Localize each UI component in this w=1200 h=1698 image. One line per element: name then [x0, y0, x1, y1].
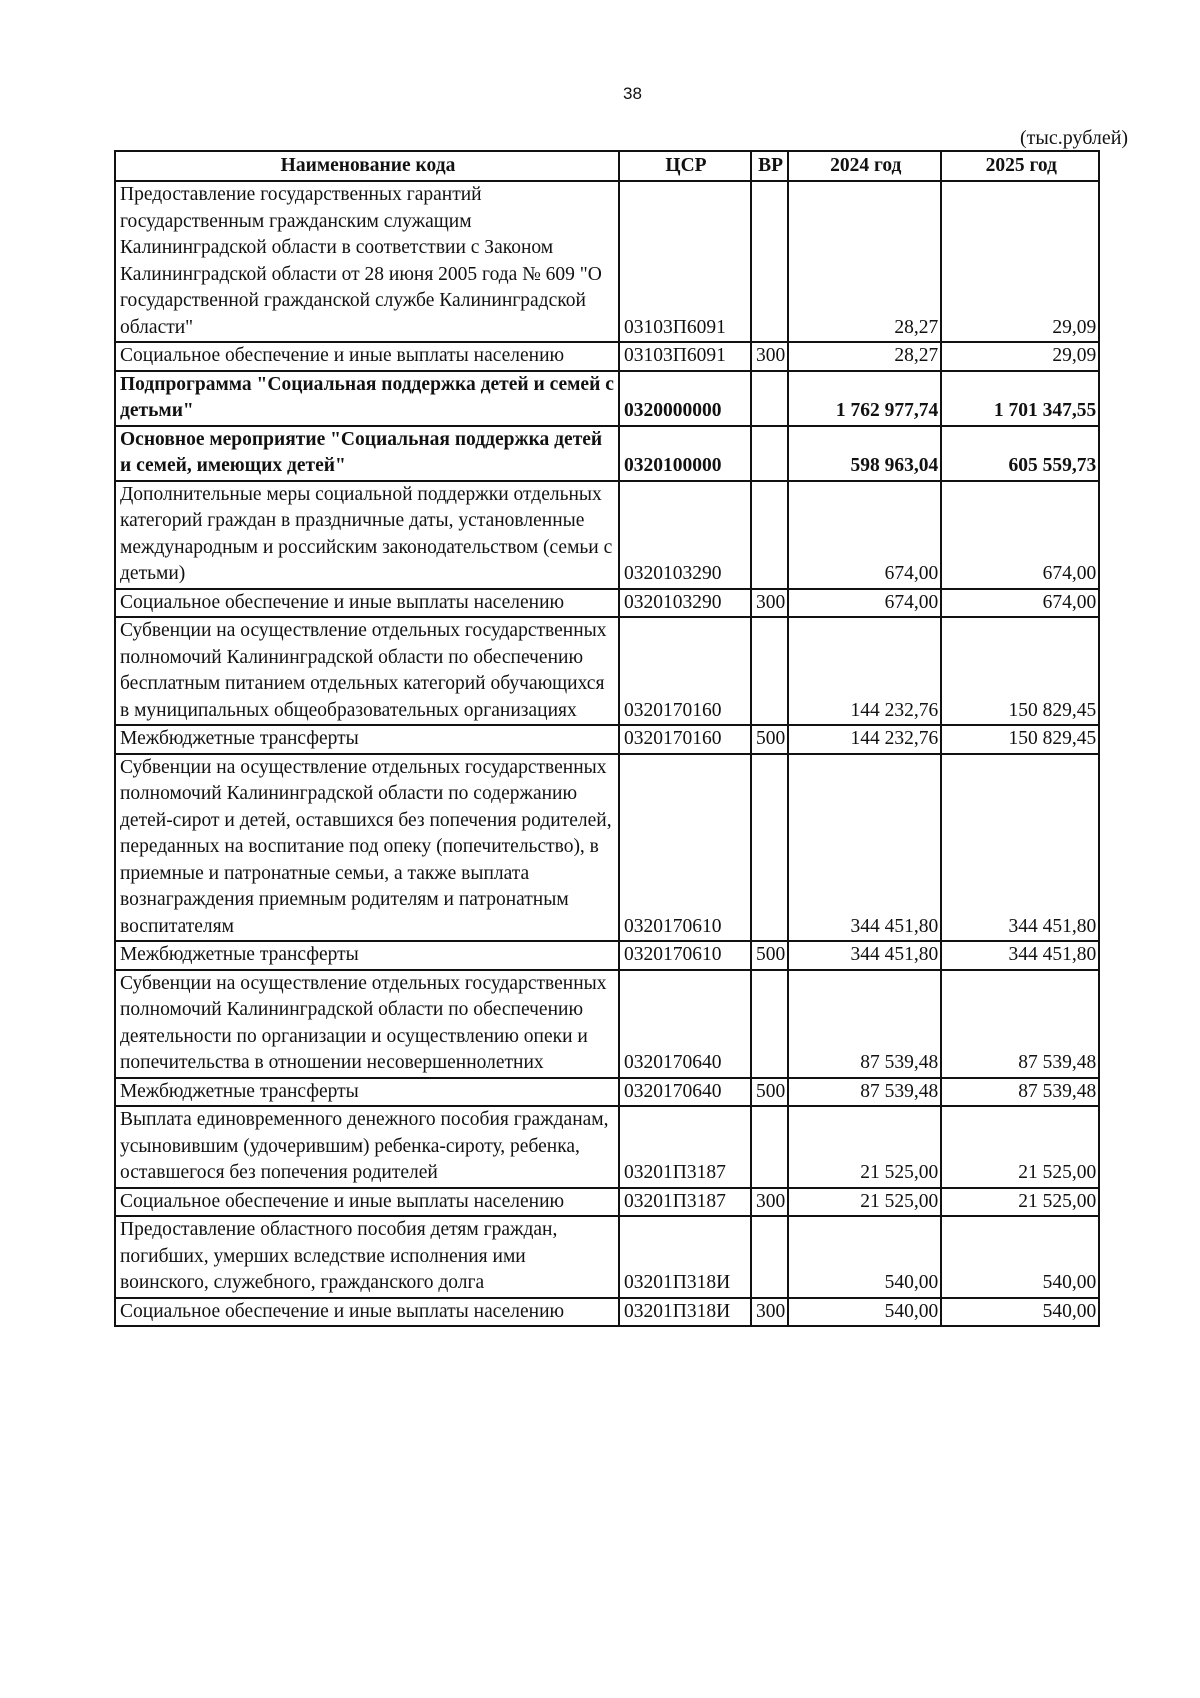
row-csr: 0320170160	[619, 617, 751, 725]
row-name: Дополнительные меры социальной поддержки отдельных категорий граждан в праздничные даты, установленные международным и российским законодательством (семьи с детьми)	[115, 481, 619, 589]
row-2025: 674,00	[941, 589, 1099, 618]
row-csr: 03103П6091	[619, 342, 751, 371]
row-csr: 0320170160	[619, 725, 751, 754]
table-row	[115, 426, 1099, 481]
row-vr: 500	[751, 941, 788, 970]
row-vr	[751, 481, 788, 589]
header-csr: ЦСР	[619, 151, 751, 181]
row-2024: 1 762 977,74	[788, 371, 941, 426]
row-2024: 674,00	[788, 481, 941, 589]
row-vr	[751, 1216, 788, 1298]
row-name: Социальное обеспечение и иные выплаты населению	[115, 342, 619, 371]
header-name: Наименование кода	[115, 151, 619, 181]
header-2025: 2025 год	[941, 151, 1099, 181]
row-name: Подпрограмма "Социальная поддержка детей и семей с детьми"	[115, 371, 619, 426]
table-row	[115, 589, 1099, 618]
row-2024: 344 451,80	[788, 941, 941, 970]
row-name: Межбюджетные трансферты	[115, 941, 619, 970]
table-row	[115, 181, 1099, 342]
row-vr	[751, 426, 788, 481]
header-vr: ВР	[751, 151, 788, 181]
row-csr: 03201П318И	[619, 1216, 751, 1298]
row-2025: 540,00	[941, 1216, 1099, 1298]
row-2025: 540,00	[941, 1298, 1099, 1327]
table-row	[115, 342, 1099, 371]
row-csr: 03103П6091	[619, 181, 751, 342]
row-vr: 500	[751, 1078, 788, 1107]
row-vr: 500	[751, 725, 788, 754]
row-name: Субвенции на осуществление отдельных государственных полномочий Калининградской области по обеспечению бесплатным питанием отдельных категорий обучающихся в муниципальных общеобразовательных организациях	[115, 617, 619, 725]
row-2025: 87 539,48	[941, 970, 1099, 1078]
row-name: Предоставление областного пособия детям граждан, погибших, умерших вследствие исполнения ими воинского, служебного, гражданского долга	[115, 1216, 619, 1298]
row-name: Выплата единовременного денежного пособия гражданам, усыновившим (удочерившим) ребенка-сироту, ребенка, оставшегося без попечения родителей	[115, 1106, 619, 1188]
row-csr: 0320103290	[619, 589, 751, 618]
row-2025: 29,09	[941, 342, 1099, 371]
table-row	[115, 1106, 1099, 1188]
row-vr: 300	[751, 589, 788, 618]
row-csr: 0320103290	[619, 481, 751, 589]
table-row	[115, 970, 1099, 1078]
row-csr: 03201П3187	[619, 1106, 751, 1188]
row-2025: 21 525,00	[941, 1106, 1099, 1188]
row-csr: 03201П3187	[619, 1188, 751, 1217]
row-name: Социальное обеспечение и иные выплаты населению	[115, 589, 619, 618]
table-row	[115, 481, 1099, 589]
table-row	[115, 1188, 1099, 1217]
row-2024: 87 539,48	[788, 1078, 941, 1107]
row-name: Субвенции на осуществление отдельных государственных полномочий Калининградской области по содержанию детей-сирот и детей, оставшихся без попечения родителей, переданных на воспитание под опеку (попечительство), в приемные и патронатные семьи, а также выплата вознаграждения приемным родителям и патронатным воспитателям	[115, 754, 619, 942]
row-vr: 300	[751, 1298, 788, 1327]
row-2024: 144 232,76	[788, 725, 941, 754]
row-2025: 674,00	[941, 481, 1099, 589]
table-row	[115, 617, 1099, 725]
row-2025: 29,09	[941, 181, 1099, 342]
table-row	[115, 371, 1099, 426]
row-vr	[751, 970, 788, 1078]
row-2025: 605 559,73	[941, 426, 1099, 481]
budget-table	[114, 150, 1100, 1327]
table-row	[115, 1078, 1099, 1107]
row-2025: 150 829,45	[941, 617, 1099, 725]
table-header-row	[115, 151, 1099, 181]
table-row	[115, 754, 1099, 942]
row-name: Предоставление государственных гарантий государственным гражданским служащим Калининградской области в соответствии с Законом Калининградской области от 28 июня 2005 года № 609 "О государственной гражданской службе Калининградской области"	[115, 181, 619, 342]
row-2024: 674,00	[788, 589, 941, 618]
row-csr: 0320170640	[619, 970, 751, 1078]
row-csr: 0320170610	[619, 941, 751, 970]
table-row	[115, 1216, 1099, 1298]
row-vr	[751, 1106, 788, 1188]
row-name: Межбюджетные трансферты	[115, 725, 619, 754]
row-name: Субвенции на осуществление отдельных государственных полномочий Калининградской области по обеспечению деятельности по организации и осуществлению опеки и попечительства в отношении несовершеннолетних	[115, 970, 619, 1078]
row-2025: 1 701 347,55	[941, 371, 1099, 426]
row-csr: 0320170610	[619, 754, 751, 942]
row-2024: 540,00	[788, 1216, 941, 1298]
row-2025: 21 525,00	[941, 1188, 1099, 1217]
row-name: Межбюджетные трансферты	[115, 1078, 619, 1107]
row-csr: 0320170640	[619, 1078, 751, 1107]
row-vr	[751, 617, 788, 725]
row-2024: 87 539,48	[788, 970, 941, 1078]
row-csr: 03201П318И	[619, 1298, 751, 1327]
row-vr: 300	[751, 342, 788, 371]
row-2024: 344 451,80	[788, 754, 941, 942]
row-vr: 300	[751, 1188, 788, 1217]
row-2024: 144 232,76	[788, 617, 941, 725]
units-label: (тыс.рублей)	[1020, 127, 1129, 149]
row-2024: 28,27	[788, 342, 941, 371]
row-2024: 21 525,00	[788, 1106, 941, 1188]
row-csr: 0320100000	[619, 426, 751, 481]
row-name: Социальное обеспечение и иные выплаты населению	[115, 1298, 619, 1327]
row-vr	[751, 371, 788, 426]
table-row	[115, 1298, 1099, 1327]
row-vr	[751, 181, 788, 342]
row-vr	[751, 754, 788, 942]
row-name: Социальное обеспечение и иные выплаты населению	[115, 1188, 619, 1217]
row-2024: 28,27	[788, 181, 941, 342]
table-row	[115, 941, 1099, 970]
row-2024: 540,00	[788, 1298, 941, 1327]
row-2025: 344 451,80	[941, 941, 1099, 970]
row-2025: 150 829,45	[941, 725, 1099, 754]
row-2024: 598 963,04	[788, 426, 941, 481]
table-row	[115, 725, 1099, 754]
header-2024: 2024 год	[788, 151, 941, 181]
row-name: Основное мероприятие "Социальная поддержка детей и семей, имеющих детей"	[115, 426, 619, 481]
row-2025: 87 539,48	[941, 1078, 1099, 1107]
row-2024: 21 525,00	[788, 1188, 941, 1217]
page-number: 38	[623, 84, 642, 103]
row-csr: 0320000000	[619, 371, 751, 426]
row-2025: 344 451,80	[941, 754, 1099, 942]
